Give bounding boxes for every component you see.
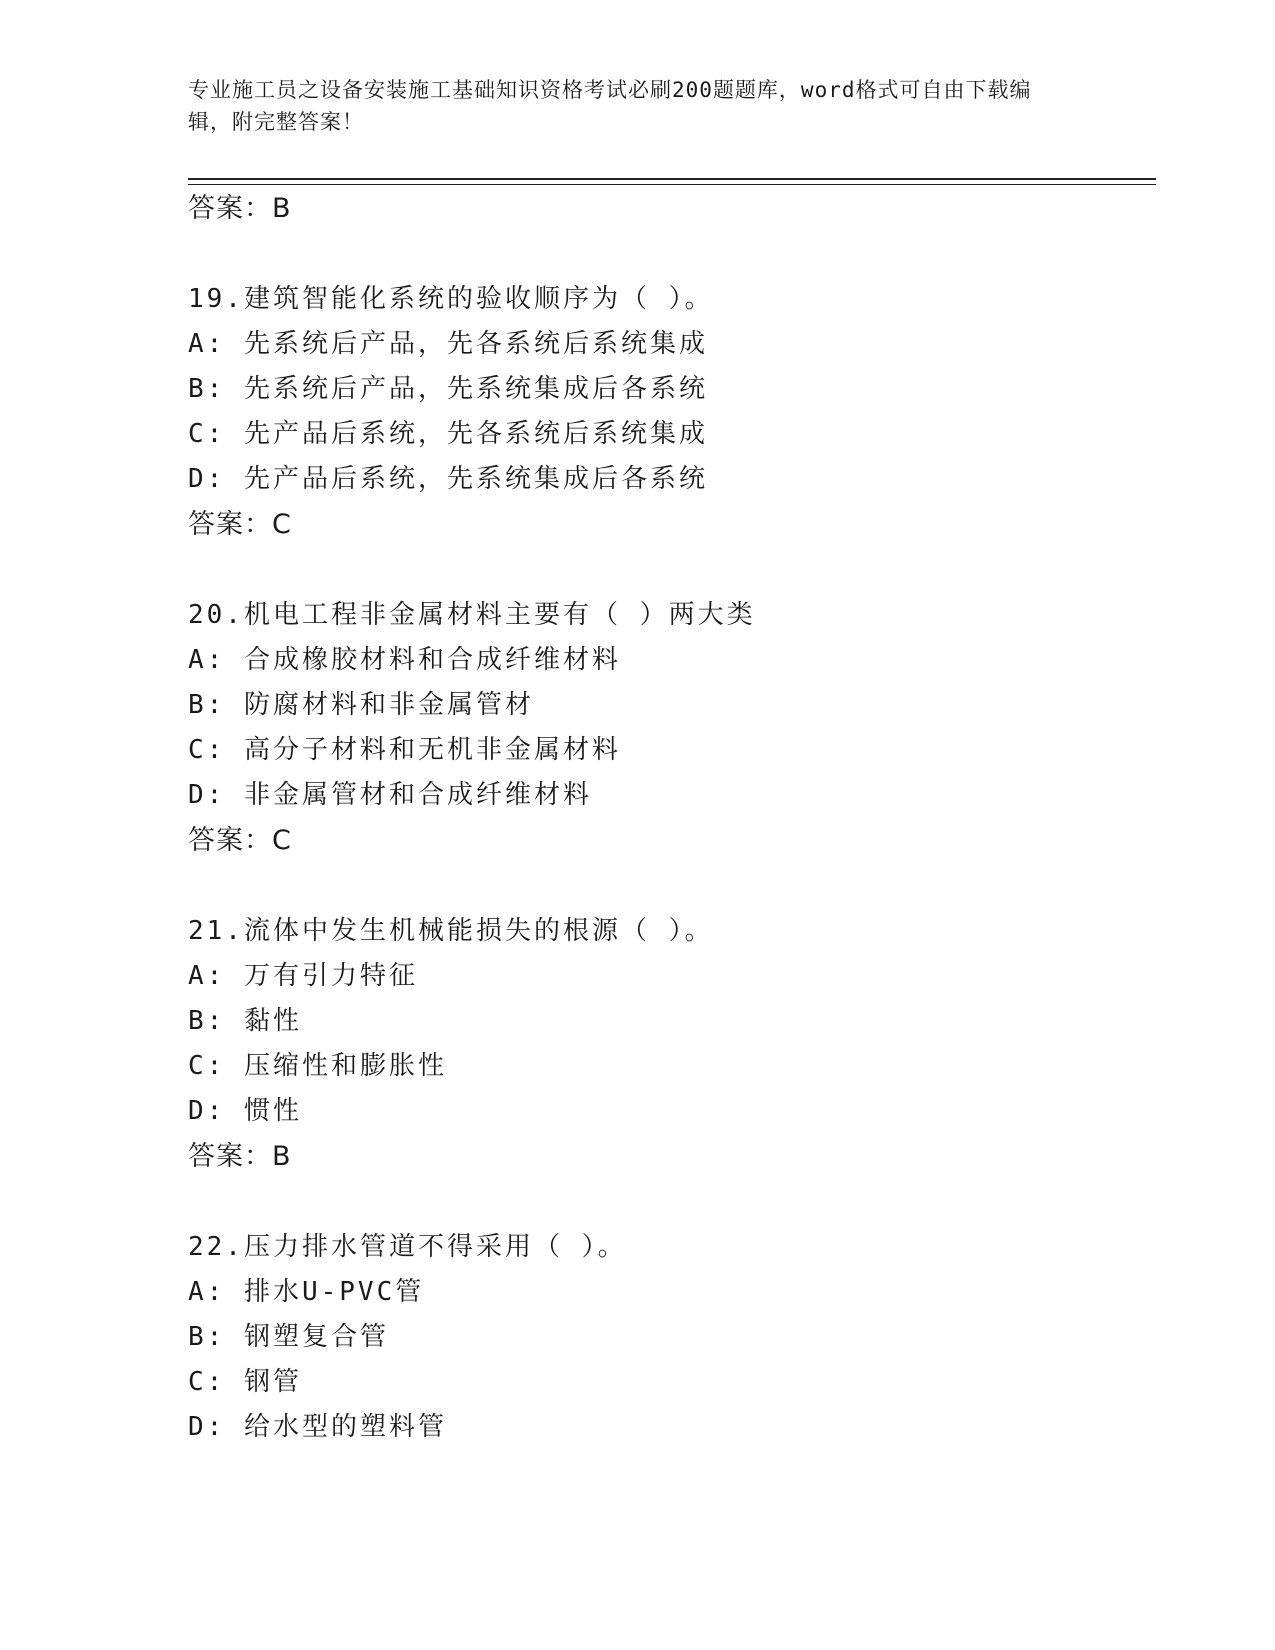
option-d: D: 先产品后系统，先系统集成后各系统 (188, 464, 708, 494)
option-d: D: 给水型的塑料管 (188, 1412, 447, 1442)
header-rule-thick (188, 178, 1156, 180)
option-a: A: 合成橡胶材料和合成纤维材料 (188, 645, 621, 675)
option-c: C: 先产品后系统，先各系统后系统集成 (188, 419, 708, 449)
header-rule-thin (188, 184, 1156, 185)
option-d: D: 惯性 (188, 1096, 302, 1126)
option-b: B: 先系统后产品，先系统集成后各系统 (188, 374, 708, 404)
option-b: B: 防腐材料和非金属管材 (188, 690, 534, 720)
previous-answer: 答案：B (188, 193, 292, 224)
question-text: 22.压力排水管道不得采用（ ）。 (188, 1232, 627, 1262)
option-c: C: 压缩性和膨胀性 (188, 1051, 447, 1081)
option-a: A: 万有引力特征 (188, 961, 418, 991)
option-a: A: 先系统后产品，先各系统后系统集成 (188, 329, 708, 359)
question-21 (188, 909, 1148, 1180)
option-c: C: 钢管 (188, 1367, 302, 1397)
question-text: 19.建筑智能化系统的验收顺序为（ ）。 (188, 284, 714, 314)
answer: 答案：C (188, 509, 292, 540)
option-b: B: 黏性 (188, 1006, 302, 1036)
question-20 (188, 593, 1148, 864)
answer: 答案：B (188, 1141, 292, 1172)
option-c: C: 高分子材料和无机非金属材料 (188, 735, 621, 765)
question-22 (188, 1225, 1148, 1450)
option-a: A: 排水U-PVC管 (188, 1277, 425, 1307)
answer: 答案：C (188, 825, 292, 856)
question-list (188, 186, 1148, 1450)
question-19 (188, 277, 1148, 548)
question-text: 21.流体中发生机械能损失的根源（ ）。 (188, 916, 714, 946)
option-b: B: 钢塑复合管 (188, 1322, 389, 1352)
question-text: 20.机电工程非金属材料主要有（ ）两大类 (188, 600, 756, 630)
option-d: D: 非金属管材和合成纤维材料 (188, 780, 592, 810)
page-header: 专业施工员之设备安装施工基础知识资格考试必刷200题题库，word格式可自由下载编辑，附完整答案！ (188, 78, 1032, 134)
